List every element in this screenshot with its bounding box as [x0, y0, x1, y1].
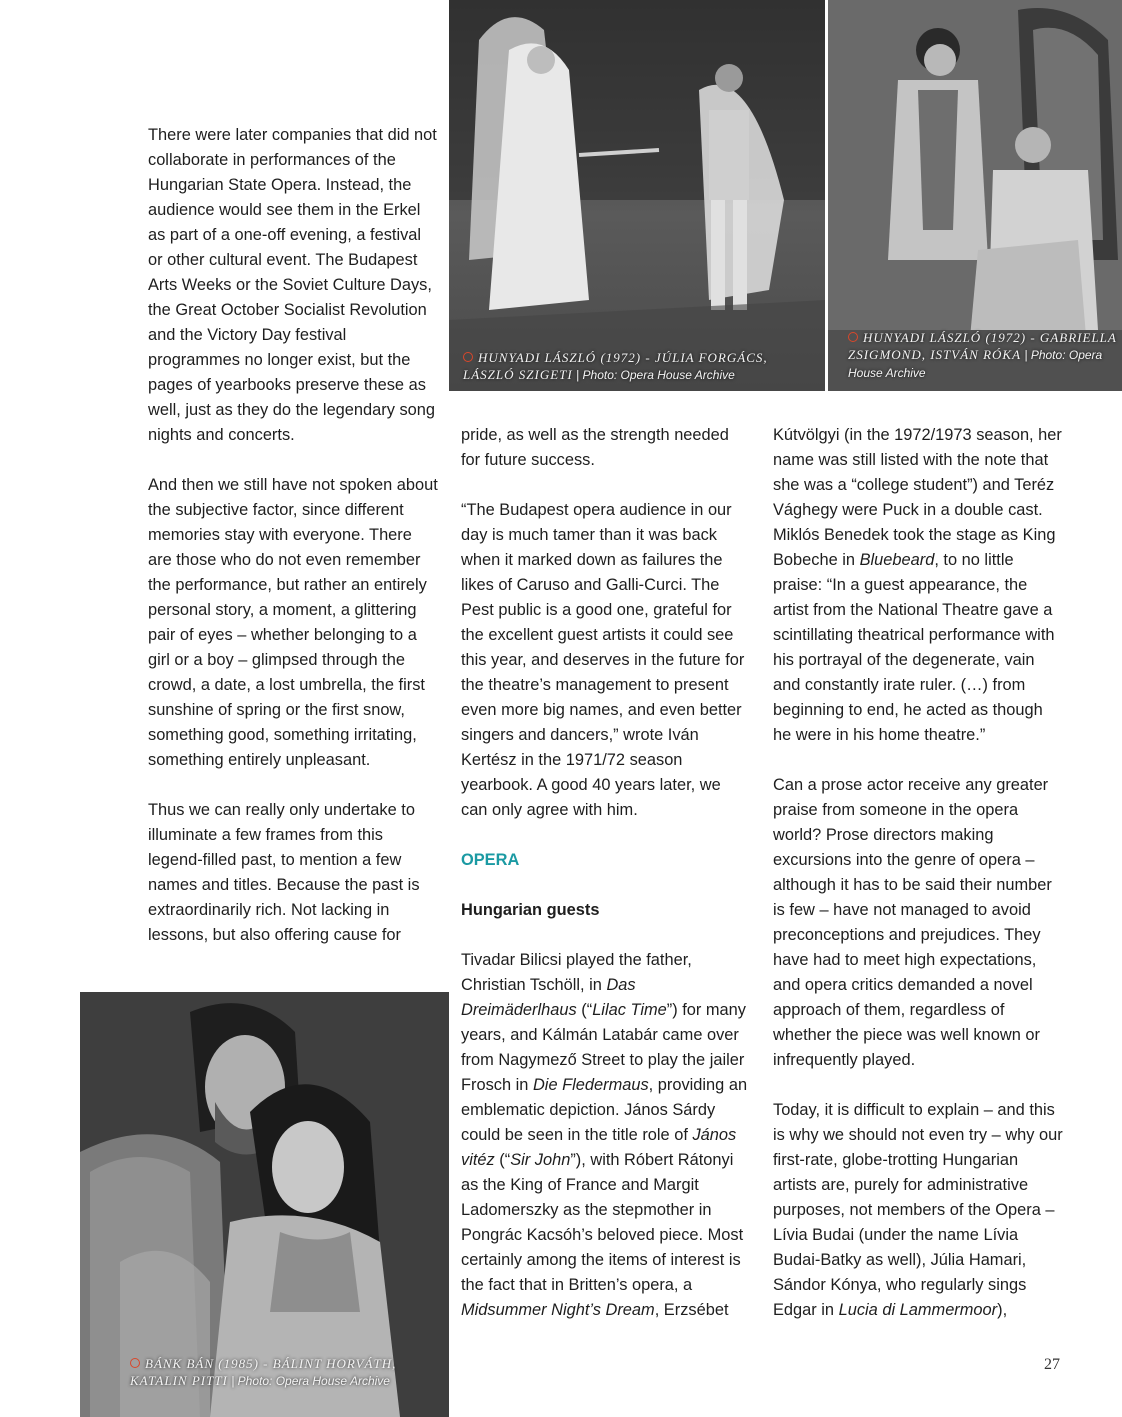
paragraph: “The Budapest opera audience in our day is much tamer than it was back when it marked down as failures the likes of Caruso and Galli-Curci. The Pest public is a good one, grateful for the excellent guest artists it could see this year, and deserves in the future for the theatre’s management to present even more big names, and even better singers and dancers,” wrote Iván Kertész in the 1971/72 season yearbook. A good 40 years later, we can only agree with him. — [461, 501, 745, 819]
text-run: Kútvölgyi (in the 1972/1973 season, her name was still listed with the note that she was a “college student”) and Teréz Vághegy were Puck in a double cast. Miklós Benedek took the stage as King Bobeche in — [773, 426, 1062, 569]
work-title: Lucia di Lammermoor — [838, 1301, 998, 1319]
text-run: (“ — [576, 1001, 593, 1019]
paragraph — [461, 948, 751, 1323]
paragraph: Thus we can really only undertake to illuminate a few frames from this legend-filled past, to mention a few names and titles. Because the past is extraordinarily rich. Not lacking in lessons, but also offering cause for — [148, 801, 420, 944]
work-title: Das Dreimäderlhaus — [461, 976, 636, 1019]
text-column-2 — [461, 423, 751, 1323]
text-run: , providing an emblematic depiction. János Sárdy could be seen in the title role of — [461, 1076, 748, 1144]
caption-separator: | — [1021, 348, 1031, 362]
embrace-scene-image — [80, 992, 449, 1417]
work-title: Lilac Time — [592, 1001, 667, 1019]
work-title: Die Fledermaus — [532, 1076, 649, 1094]
caption-title: HUNYADI LÁSZLÓ (1972) - GABRIELLA ZSIGMOND, ISTVÁN RÓKA — [848, 330, 1117, 362]
text-run: , Erzsébet — [654, 1301, 729, 1319]
paragraph: There were later companies that did not collaborate in performances of the Hungarian State Opera. Instead, the audience would see them in the Erkel as part of a one-off evening, a festival or other cultural event. The Budapest Arts Weeks or the Soviet Culture Days, the Great October Socialist Revolution and the Victory Day festival programmes no longer exist, but the pages of yearbooks preserve these as well, just as they do the legendary song nights and concerts. — [148, 126, 437, 444]
work-title: Midsummer Night’s Dream — [461, 1301, 655, 1319]
section-heading: OPERA — [461, 851, 520, 869]
caption-marker-icon — [848, 332, 858, 342]
paragraph: And then we still have not spoken about the subjective factor, since different memories stay with everyone. There are those who do not even remember the performance, but rather an entirely personal story, a moment, a glittering pair of eyes – whether belonging to a girl or a boy – glimpsed through the crowd, a date, a lost umbrella, the first sunshine of spring or the first snow, something good, something irritating, something entirely unpleasant. — [148, 476, 438, 769]
caption-credit: Photo: Opera House Archive — [848, 348, 1103, 380]
caption-credit: Photo: Opera House Archive — [582, 368, 735, 382]
photo-caption — [130, 1355, 430, 1390]
photo-caption — [848, 329, 1118, 382]
caption-title: BÁNK BÁN (1985) - BÁLINT HORVÁTH, KATALIN PITTI — [130, 1356, 397, 1388]
paragraph — [773, 1098, 1065, 1323]
work-title: János vitéz — [461, 1126, 737, 1169]
paragraph: Can a prose actor receive any greater praise from someone in the opera world? Prose directors making excursions into the genre of opera – although it has to be said their number is few – have not managed to avoid preconceptions and prejudices. They have had to meet high expectations, and opera critics demanded a novel approach of them, regardless of whether the piece was well known or infrequently played. — [773, 776, 1052, 1069]
caption-credit: Photo: Opera House Archive — [237, 1374, 390, 1388]
text-run: ), — [997, 1301, 1008, 1319]
photo-caption — [463, 349, 803, 384]
text-column-3 — [773, 423, 1065, 1323]
paragraph: pride, as well as the strength needed for future success. — [461, 426, 729, 469]
text-run: Tivadar Bilicsi played the father, Christian Tschöll, in — [461, 951, 692, 994]
page-number: 27 — [1044, 1356, 1060, 1373]
text-column-1 — [148, 123, 438, 948]
photo-hunyadi-forgacs-szigeti — [449, 0, 825, 391]
caption-marker-icon — [463, 352, 473, 362]
work-title: Sir John — [510, 1151, 571, 1169]
caption-separator: | — [227, 1374, 238, 1388]
photo-hunyadi-zsigmond-roka — [828, 0, 1122, 391]
paragraph — [773, 423, 1065, 748]
work-title: Bluebeard — [859, 551, 935, 569]
text-run: Today, it is difficult to explain – and this is why we should not even try – why our first-rate, globe-trotting Hungarian artists are, purely for administrative purposes, not members of the Opera – Lívia Budai (under the name Lívia Budai-Batky as well), Júlia Hamari, Sándor Kónya, who regularly sings Edgar in — [773, 1101, 1063, 1319]
text-run: (“ — [494, 1151, 511, 1169]
caption-title: HUNYADI LÁSZLÓ (1972) - JÚLIA FORGÁCS, LÁSZLÓ SZIGETI — [463, 350, 768, 382]
text-run: ”), with Róbert Rátonyi as the King of France and Margit Ladomerszky as the stepmother in Pongrác Kacsóh’s beloved piece. Most certainly among the items of interest is the fact that in Britten’s opera, a — [461, 1151, 744, 1294]
text-run: , to no little praise: “In a guest appearance, the artist from the National Theatre gave a scintillating theatrical performance with his portrayal of the degenerate, vain and constantly irate ruler. (…) from beginning to end, he acted as though he were in his home theatre.” — [773, 551, 1055, 744]
stage-scene-image — [449, 0, 825, 391]
photo-bank-ban — [80, 992, 449, 1417]
text-run: ”) for many years, and Kálmán Latabár came over from Nagymező Street to play the jailer Frosch in — [461, 1001, 746, 1094]
caption-separator: | — [572, 368, 583, 382]
subheading: Hungarian guests — [461, 901, 600, 919]
caption-marker-icon — [130, 1358, 140, 1368]
